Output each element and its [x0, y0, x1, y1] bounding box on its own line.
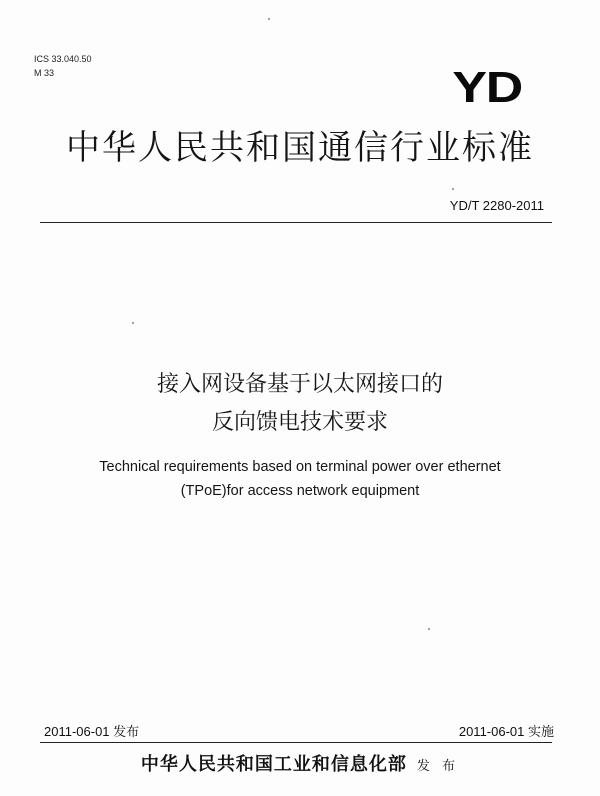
classification-block	[34, 52, 92, 80]
top-divider	[40, 222, 552, 223]
english-title-line-1: Technical requirements based on terminal power over ethernet	[99, 459, 501, 475]
standard-number: YD/T 2280-2011	[449, 198, 544, 213]
class-code: M 33	[34, 68, 55, 78]
scan-speck	[132, 322, 134, 324]
scan-speck	[452, 188, 454, 190]
issuer-suffix: 发 布	[416, 759, 460, 774]
scan-speck	[268, 18, 270, 20]
issuer-line	[0, 750, 600, 776]
yd-logo: YD	[452, 63, 522, 112]
bottom-divider	[40, 742, 552, 743]
chinese-title-line-2: 反向馈电技术要求	[211, 410, 388, 435]
publish-date: 2011-06-01 发布	[44, 724, 140, 739]
issuer-name: 中华人民共和国工业和信息化部	[140, 754, 407, 775]
industry-standard-title: 中华人民共和国通信行业标准	[66, 128, 534, 168]
scan-speck	[428, 628, 430, 630]
ics-code: ICS 33.040.50	[34, 54, 92, 64]
implement-date: 2011-06-01 实施	[458, 724, 554, 739]
chinese-title-line-1: 接入网设备基于以太网接口的	[156, 372, 443, 397]
english-title-line-2: (TPoE)for access network equipment	[180, 483, 420, 499]
